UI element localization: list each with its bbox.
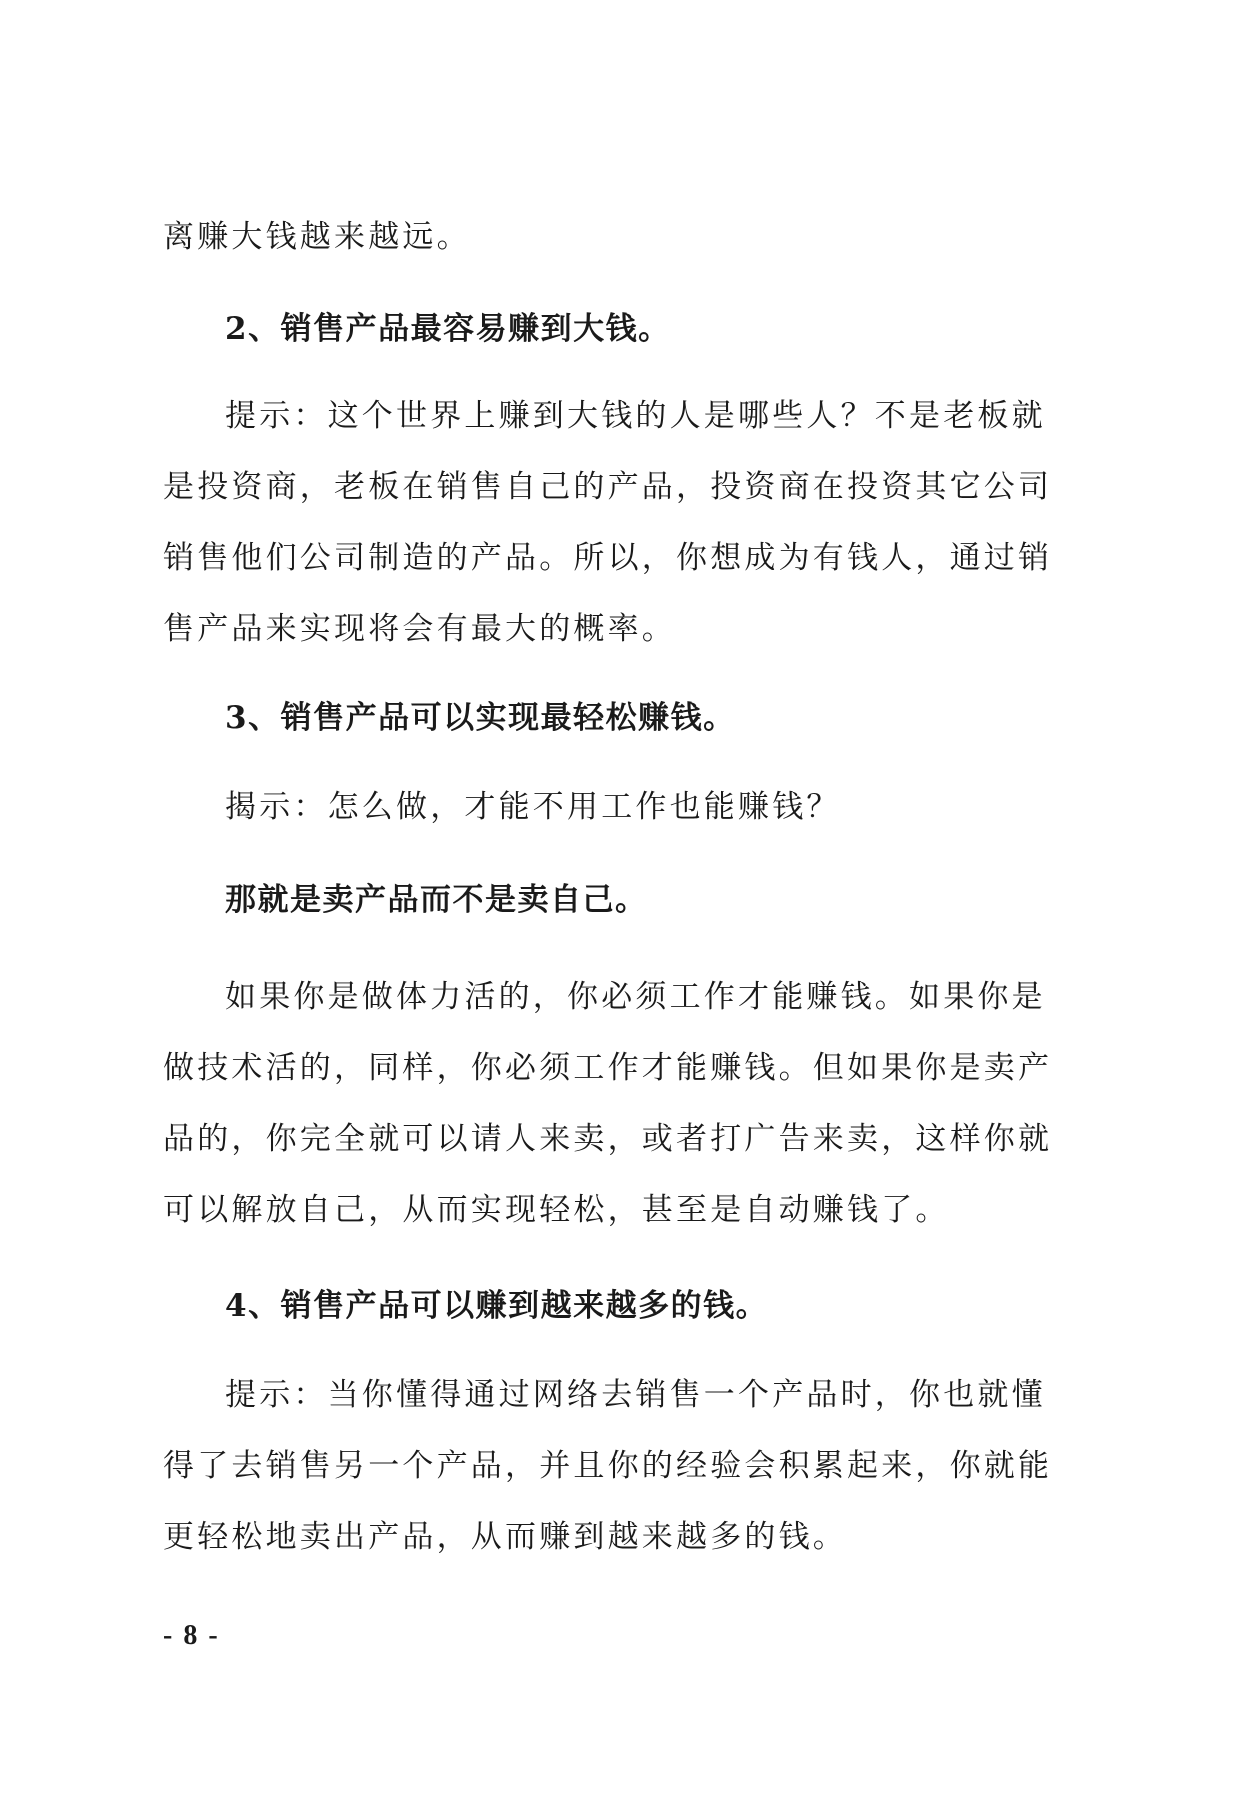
section-heading-2: 2、销售产品最容易赚到大钱。 [225,311,671,347]
section-heading-3: 3、销售产品可以实现最轻松赚钱。 [225,700,736,736]
paragraph-line: 可以解放自己，从而实现轻松，甚至是自动赚钱了。 [163,1192,950,1228]
paragraph-line: 得了去销售另一个产品，并且你的经验会积累起来，你就能 [163,1448,1053,1484]
section-heading-4: 4、销售产品可以赚到越来越多的钱。 [225,1288,769,1324]
bold-statement: 那就是卖产品而不是卖自己。 [225,882,648,918]
paragraph-line: 提示：这个世界上赚到大钱的人是哪些人？不是老板就 [225,398,1046,434]
paragraph-line: 做技术活的，同样，你必须工作才能赚钱。但如果你是卖产 [163,1050,1053,1086]
paragraph-line: 售产品来实现将会有最大的概率。 [163,611,676,647]
paragraph-line: 是投资商，老板在销售自己的产品，投资商在投资其它公司 [163,469,1053,505]
paragraph-line: 销售他们公司制造的产品。所以，你想成为有钱人，通过销 [163,540,1053,576]
paragraph-line: 品的，你完全就可以请人来卖，或者打广告来卖，这样你就 [163,1121,1053,1157]
paragraph-line: 揭示：怎么做，才能不用工作也能赚钱？ [225,789,841,825]
paragraph-line: 离赚大钱越来越远。 [163,219,471,255]
page-number: - 8 - [163,1620,220,1651]
paragraph-line: 更轻松地卖出产品，从而赚到越来越多的钱。 [163,1519,847,1555]
paragraph-line: 提示：当你懂得通过网络去销售一个产品时，你也就懂 [225,1377,1046,1413]
paragraph-line: 如果你是做体力活的，你必须工作才能赚钱。如果你是 [225,979,1046,1015]
